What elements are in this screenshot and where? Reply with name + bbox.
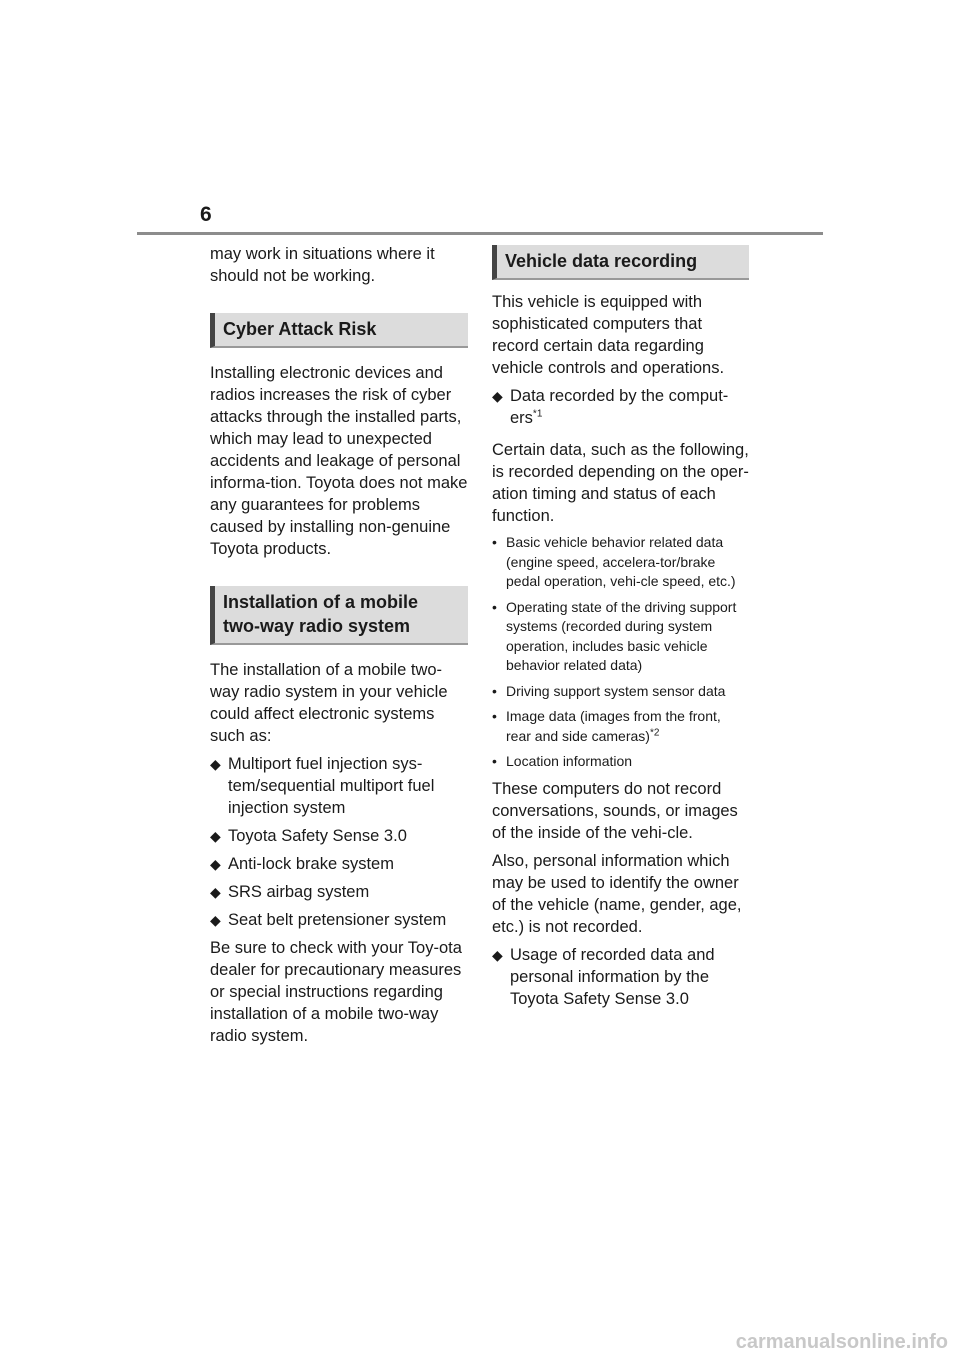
- bullet-text: Usage of recorded data and personal information by the Toyota Safety Sense 3.0: [510, 945, 715, 1008]
- radio-heading-line2: two-way radio system: [223, 616, 411, 636]
- cyber-attack-heading-text: Cyber Attack Risk: [223, 319, 377, 339]
- bullet-diamond-icon: ◆: [210, 756, 221, 772]
- header-rule: [137, 232, 823, 235]
- no-record-text: These computers do not record conversations, sounds, or images of the inside of the vehi-cle.: [492, 779, 738, 842]
- sub-bullet-dot: •: [492, 753, 497, 769]
- footnote-ref: *1: [532, 408, 543, 420]
- page-number: 6: [200, 203, 212, 226]
- sub-item-text: Operating state of the driving support systems (recorded during system operation, includes basic vehicle behavior related data): [506, 598, 737, 673]
- bullet-text: Multiport fuel injection sys-tem/sequential multiport fuel injection system: [228, 755, 435, 817]
- vehicle-data-heading: [492, 245, 749, 280]
- footer-watermark: carmanualsonline.info: [735, 1331, 948, 1353]
- recorded-data-text: Certain data, such as the following, is recorded depending on the oper-ation timing and status of each function.: [492, 441, 749, 525]
- sub-item: [492, 533, 749, 592]
- intro-text: may work in situations where it should not be working.: [210, 245, 435, 285]
- bullet-text: Anti-lock brake system: [228, 855, 394, 873]
- bullet-item: [492, 385, 749, 429]
- cyber-attack-heading: [210, 313, 468, 348]
- radio-heading-line1: Installation of a mobile: [223, 592, 419, 612]
- bullet-diamond-icon: ◆: [210, 828, 221, 844]
- bullet-item: [492, 944, 749, 1010]
- bullet-item: [210, 881, 468, 903]
- vehicle-data-intro: This vehicle is equipped with sophisticated computers that record certain data regarding vehicle controls and operations.: [492, 293, 725, 377]
- bullet-item: [210, 825, 468, 847]
- bullet-diamond-icon: ◆: [210, 856, 221, 872]
- sub-item-text: Basic vehicle behavior related data (engine speed, accelera-tor/brake pedal operation, vehi-cle speed, etc.): [506, 534, 736, 589]
- cyber-attack-text: Installing electronic devices and radios increases the risk of cyber attacks through the installed parts, which may lead to unexpected accidents and leakage of personal informa-tion. Toyota does not make any guarantees for problems caused by installing non-genuine Toyota products.: [210, 364, 468, 558]
- footnote-ref: *2: [649, 726, 660, 738]
- closing-text: Be sure to check with your Toy-ota dealer for precautionary measures or special instructions regarding installation of a mobile two-way radio system.: [210, 939, 462, 1045]
- sub-item: [492, 752, 749, 772]
- bullet-text: Seat belt pretensioner system: [228, 911, 447, 929]
- bullet-item: [210, 853, 468, 875]
- sub-bullet-dot: •: [492, 682, 497, 699]
- sub-item-text: Driving support system sensor data: [506, 682, 726, 699]
- bullet-diamond-icon: ◆: [210, 912, 221, 928]
- bullet-text: Toyota Safety Sense 3.0: [228, 827, 407, 845]
- bullet-text: Data recorded by the comput-ers: [510, 387, 729, 427]
- bullet-text: SRS airbag system: [228, 883, 370, 901]
- bullet-diamond-icon: ◆: [492, 388, 503, 404]
- sub-item-text: Location information: [506, 753, 633, 769]
- bullet-diamond-icon: ◆: [492, 946, 503, 963]
- sub-item: [492, 682, 749, 702]
- sub-item: [492, 707, 749, 746]
- bullet-item: [210, 909, 468, 931]
- bullet-diamond-icon: ◆: [210, 884, 221, 900]
- sub-bullet-dot: •: [492, 598, 497, 615]
- sub-item: [492, 598, 749, 676]
- vehicle-data-heading-text: Vehicle data recording: [505, 251, 698, 271]
- right-column: [492, 240, 749, 1010]
- left-column: [210, 240, 468, 1047]
- radio-text: The installation of a mobile two-way radio system in your vehicle could affect electronic systems such as:: [210, 661, 448, 745]
- sub-bullet-dot: •: [492, 534, 497, 550]
- personal-info-text: Also, personal information which may be used to identify the owner of the vehicle (name, gender, age, etc.) is not recorded.: [492, 851, 742, 936]
- sub-item-text: Image data (images from the front, rear and side cameras): [506, 708, 721, 744]
- sub-bullet-dot: •: [492, 708, 497, 724]
- radio-heading: [210, 586, 468, 645]
- bullet-item: [210, 753, 468, 819]
